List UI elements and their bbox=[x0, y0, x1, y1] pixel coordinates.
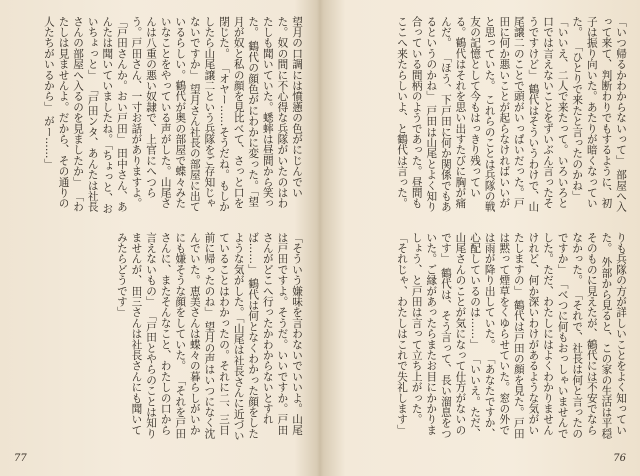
right-page bbox=[322, 0, 640, 476]
right-page-upper-text: 「いつ帰るかわからないって」 部屋へ入って来て、判断わりでもするように、初子は振り向いた。あたりが暗くなっていた。 「ひとりで来たと言ったのかね」 「いいえ、二人で来たって。いろいろと口では言えないことをずいぶん言ったそうですけど」 鶴代はそういうわけで、山尾譲二のことで頭がいっぱいだった。戸田に何か悪いことが起らなければいいがと思っていた。 これらのことは兵隊の戦友の記憶として今もはっきり残っている。鶴代はそれを思い出すたびに胸が痛んだ。 「ほう、下戸田に何か関係でもあるというのかね」 戸田は山尾とよく知り合っている間柄のようであった。昼間もここへ来たらしいよ、と鶴代は言った。 bbox=[396, 16, 627, 213]
left-page-lower-text: 「そういう嫌味を言わないでいいよ。山尾は戸田ですよ。そうだ。いいですか。戸田さんがどこへ行ったかわからないとすれば……」 鶴代は何となくわかった顔をしたような気がした。「山尾は社長さんに近づいていることはわかったの。それに二、三日前に帰ったのね」 望月の声はいつになく沈んでいた。恵美さんは蝶々の暮らしがいかにも嫌そうな顔をしていた。 「それを戸田さんに、またそんなこと、わたしの口から言えないもの」 「戸田とやらのことは知りませんが、田三さんは社長さんにも聞いてみたらどうです」 bbox=[115, 232, 303, 441]
right-page-number: 76 bbox=[613, 453, 626, 464]
left-page-number: 77 bbox=[14, 453, 27, 464]
right-page-lower-text: りも兵隊の方が詳しいことをよく知っていた。 外部から見ると、この家の生活は平穏そのものに見えたが、鶴代には不安でならなかった。 「それで、社長は何と言ったのですか」 「べつに何もおっしゃいませんでした。ただ、わたしにはよくわかりませんけれど、何か深いわけがあるような気がいたしますの」 鶴代は戸田の顔を見た。戸田は黙って煙草をくゆらせていた。窓の外では雨が降り出していた。 「あなたですか、心配しているのは……」 「いいえ。ただ、山尾さんのことが気になって仕方がないのです」 鶴代は、そう言って、長い溜息をついた。ご縁があったらまたお目にかかりましょう、と戸田は言って立ち上がった。 「それじゃ、わたしはこれで失礼します」 bbox=[396, 232, 627, 439]
left-page bbox=[0, 0, 318, 476]
left-page-upper-text: 望月の口調には憤懣の色がにじんでいた。奴の間に不心得な兵隊がいたのはわたしも聞いていた。蟋蟀は昼間から笑った。 鶴代の顔色がにわかに変った。「望月が奴と私の顔を見比べて、さっと口を閉じた。 「オヤー……そうだね。もしかしたら山尾譲二という兵隊をご存知じゃないですか」 望月さん社長の部屋に出ているらしい。鶴代が奥の部屋で蝶々みたいなことをやっている声がした。山尾さんは八重の悪い奴隷で、上官にへつらう。戸田さん、一寸お話がありますよ。 「戸田さんか。おい戸田」 田中さん、あんたは聞いていましたね。「ちょっと、おいちょっと」 「戸田ンタ、あんたは社長さんの部屋へ入るのを見ましたか」 「わたしは見ませんよ。だから、その通りの人たちがいるから」 がー……」 bbox=[42, 16, 303, 214]
